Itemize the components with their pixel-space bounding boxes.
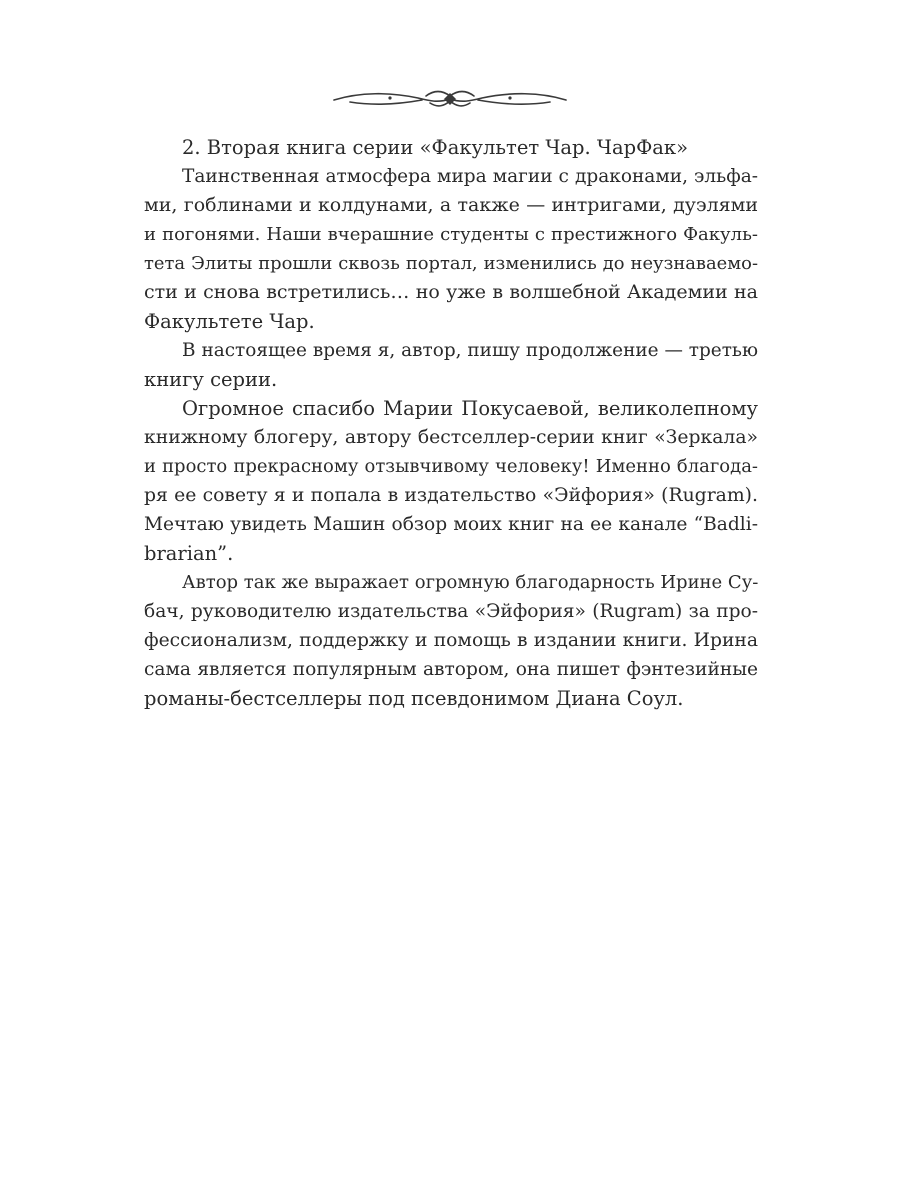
text-line: 2. Вторая книга серии «Факультет Чар. ЧарФак» (182, 136, 689, 159)
decorative-divider-ornament (330, 84, 570, 114)
text-line: Автор так же выражает огромную благодарность Ирине Су- (182, 572, 759, 593)
text-line: В настоящее время я, автор, пишу продолжение — третью (182, 340, 758, 361)
text-line: Огромное спасибо Марии Покусаевой, великолепному (182, 397, 758, 420)
text-line: романы-бестселлеры под псевдонимом Диана Соул. (144, 687, 684, 710)
text-line: тета Элиты прошли сквозь портал, изменились до неузнаваемо- (144, 253, 758, 274)
text-line: Мечтаю увидеть Машин обзор моих книг на ее канале “Badli- (144, 514, 758, 535)
body-text (144, 133, 758, 713)
text-line: Таинственная атмосфера мира магии с драконами, эльфа- (182, 166, 758, 187)
text-line: и погонями. Наши вчерашние студенты с престижного Факуль- (144, 224, 758, 245)
text-line: brarian”. (144, 542, 234, 565)
text-line: Факультете Чар. (144, 310, 315, 333)
text-line: сти и снова встретились… но уже в волшебной Академии на (144, 281, 758, 303)
text-line: ря ее совету я и попала в издательство «Эйфория» (Rugram). (144, 485, 758, 506)
text-line: фессионализм, поддержку и помощь в издании книги. Ирина (144, 630, 758, 651)
text-line: и просто прекрасному отзывчивому человеку! Именно благода- (144, 456, 758, 477)
text-line: книгу серии. (144, 368, 278, 391)
text-line: ми, гоблинами и колдунами, а также — интригами, дуэлями (144, 194, 758, 216)
text-line: сама является популярным автором, она пишет фэнтезийные (144, 659, 758, 680)
text-line: бач, руководителю издательства «Эйфория» (Rugram) за про- (144, 601, 758, 622)
text-line: книжному блогеру, автору бестселлер-серии книг «Зеркала» (144, 427, 758, 448)
